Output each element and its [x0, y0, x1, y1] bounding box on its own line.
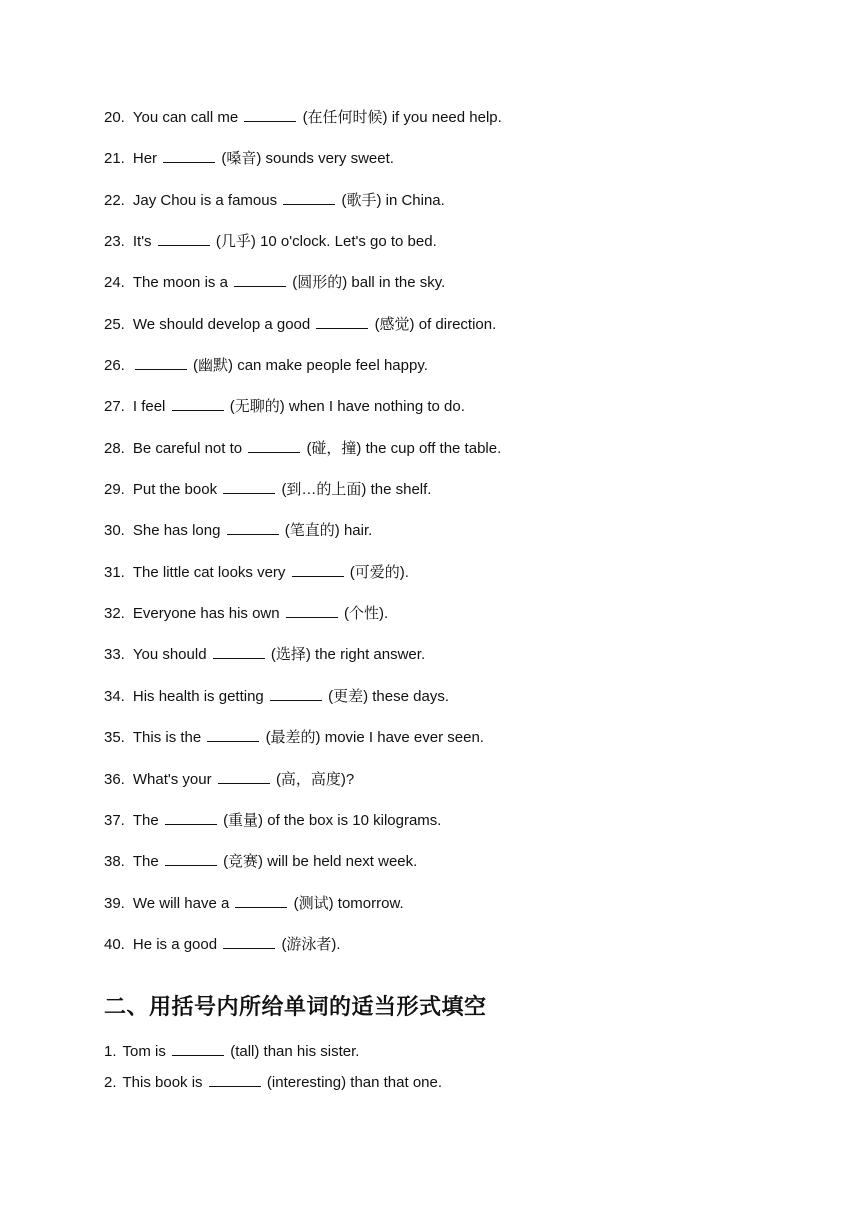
- list-item: [104, 850, 502, 891]
- list-item: [104, 1071, 442, 1102]
- item-hint: (到…的上面) the shelf.: [281, 481, 432, 499]
- item-hint: (笔直的) hair.: [284, 522, 373, 540]
- item-hint: (选择) the right answer.: [270, 646, 426, 664]
- item-text: Everyone has his own: [132, 605, 280, 623]
- item-hint: (游泳者).: [281, 935, 341, 953]
- item-text: Tom is: [122, 1043, 166, 1060]
- item-hint: (最差的) movie I have ever seen.: [265, 729, 484, 747]
- item-number: 1.: [104, 1043, 117, 1060]
- item-number: 31.: [104, 563, 125, 581]
- item-number: 32.: [104, 605, 125, 623]
- item-hint: (竞赛) will be held next week.: [223, 853, 418, 871]
- answer-blank[interactable]: [213, 644, 265, 659]
- answer-blank[interactable]: [292, 562, 344, 577]
- list-item: [104, 313, 502, 354]
- answer-blank[interactable]: [223, 934, 275, 949]
- item-text: He is a good: [132, 935, 218, 953]
- item-text: The: [132, 811, 159, 829]
- item-hint: (歌手) in China.: [341, 191, 445, 209]
- item-hint: (高，高度)?: [275, 770, 355, 788]
- item-text: The little cat looks very: [132, 563, 286, 581]
- item-hint: (感觉) of direction.: [374, 315, 497, 333]
- item-text: You can call me: [132, 109, 239, 126]
- answer-blank[interactable]: [172, 1041, 224, 1056]
- answer-blank[interactable]: [165, 851, 217, 866]
- item-hint: (重量) of the box is 10 kilograms.: [223, 811, 442, 829]
- list-item: [104, 147, 502, 188]
- list-item: [104, 809, 502, 850]
- answer-blank[interactable]: [209, 1072, 261, 1087]
- item-hint: (更差) these days.: [328, 687, 449, 705]
- item-number: 25.: [104, 315, 125, 333]
- item-number: 30.: [104, 522, 125, 540]
- answer-blank[interactable]: [316, 314, 368, 329]
- item-hint: (幽默) can make people feel happy.: [193, 357, 428, 375]
- answer-blank[interactable]: [227, 520, 279, 535]
- answer-blank[interactable]: [218, 769, 270, 784]
- list-item: [104, 643, 502, 684]
- item-text: Jay Chou is a famous: [132, 191, 278, 209]
- item-number: 34.: [104, 687, 125, 705]
- item-number: 26.: [104, 357, 125, 375]
- item-hint: (可爱的).: [349, 563, 409, 581]
- item-number: 23.: [104, 233, 125, 251]
- item-text: This book is: [122, 1074, 203, 1091]
- item-number: 36.: [104, 770, 125, 788]
- item-number: 33.: [104, 646, 125, 664]
- answer-blank[interactable]: [234, 272, 286, 287]
- item-text: We should develop a good: [132, 315, 311, 333]
- item-hint: (嗓音) sounds very sweet.: [221, 150, 394, 168]
- list-item: [104, 602, 502, 643]
- item-text: His health is getting: [132, 687, 264, 705]
- item-text: I feel: [132, 398, 166, 416]
- answer-blank[interactable]: [244, 107, 296, 122]
- item-number: 28.: [104, 439, 125, 457]
- item-number: 22.: [104, 191, 125, 209]
- answer-blank[interactable]: [223, 479, 275, 494]
- list-item: [104, 230, 502, 271]
- answer-blank[interactable]: [207, 727, 259, 742]
- item-text: What's your: [132, 770, 212, 788]
- fill-in-list-chinese-hints: [104, 106, 502, 974]
- item-hint: (interesting) than that one.: [266, 1074, 443, 1091]
- list-item: [104, 892, 502, 933]
- item-hint: (圆形的) ball in the sky.: [292, 274, 446, 292]
- item-text: Put the book: [132, 481, 218, 499]
- item-number: 2.: [104, 1074, 117, 1091]
- item-number: 20.: [104, 109, 125, 126]
- item-number: 29.: [104, 481, 125, 499]
- list-item: [104, 561, 502, 602]
- item-hint: (个性).: [343, 605, 389, 623]
- list-item: [104, 768, 502, 809]
- list-item: [104, 685, 502, 726]
- list-item: [104, 726, 502, 767]
- answer-blank[interactable]: [286, 603, 338, 618]
- answer-blank[interactable]: [172, 396, 224, 411]
- item-number: 37.: [104, 811, 125, 829]
- answer-blank[interactable]: [283, 190, 335, 205]
- item-text: You should: [132, 646, 207, 664]
- item-hint: (tall) than his sister.: [230, 1043, 360, 1060]
- item-number: 21.: [104, 150, 125, 168]
- list-item: [104, 189, 502, 230]
- answer-blank[interactable]: [158, 231, 210, 246]
- item-text: She has long: [132, 522, 221, 540]
- list-item: [104, 106, 502, 147]
- answer-blank[interactable]: [163, 148, 215, 163]
- answer-blank[interactable]: [248, 438, 300, 453]
- list-item: [104, 519, 502, 560]
- item-number: 27.: [104, 398, 125, 416]
- list-item: [104, 395, 502, 436]
- item-text: Her: [132, 150, 158, 168]
- list-item: [104, 271, 502, 312]
- answer-blank[interactable]: [165, 810, 217, 825]
- item-number: 35.: [104, 729, 125, 747]
- list-item: [104, 354, 502, 395]
- item-hint: (测试) tomorrow.: [293, 894, 404, 912]
- item-number: 40.: [104, 935, 125, 953]
- item-number: 39.: [104, 894, 125, 912]
- item-text: This is the: [132, 729, 202, 747]
- list-item: [104, 1040, 442, 1071]
- fill-in-list-word-forms: [104, 1040, 442, 1102]
- item-number: 24.: [104, 274, 125, 292]
- list-item: [104, 437, 502, 478]
- item-text: It's: [132, 233, 152, 251]
- list-item: [104, 933, 502, 974]
- item-hint: (无聊的) when I have nothing to do.: [229, 398, 465, 416]
- item-hint: (在任何时候) if you need help.: [302, 109, 502, 126]
- item-text: The: [132, 853, 159, 871]
- item-text: The moon is a: [132, 274, 228, 292]
- answer-blank[interactable]: [270, 686, 322, 701]
- item-hint: (几乎) 10 o'clock. Let's go to bed.: [215, 233, 437, 251]
- item-hint: (碰，撞) the cup off the table.: [306, 439, 502, 457]
- item-text: We will have a: [132, 894, 230, 912]
- answer-blank[interactable]: [235, 893, 287, 908]
- section-heading: 二、用括号内所给单词的适当形式填空: [104, 995, 487, 1020]
- list-item: [104, 478, 502, 519]
- item-number: 38.: [104, 853, 125, 871]
- answer-blank[interactable]: [135, 355, 187, 370]
- item-text: Be careful not to: [132, 439, 243, 457]
